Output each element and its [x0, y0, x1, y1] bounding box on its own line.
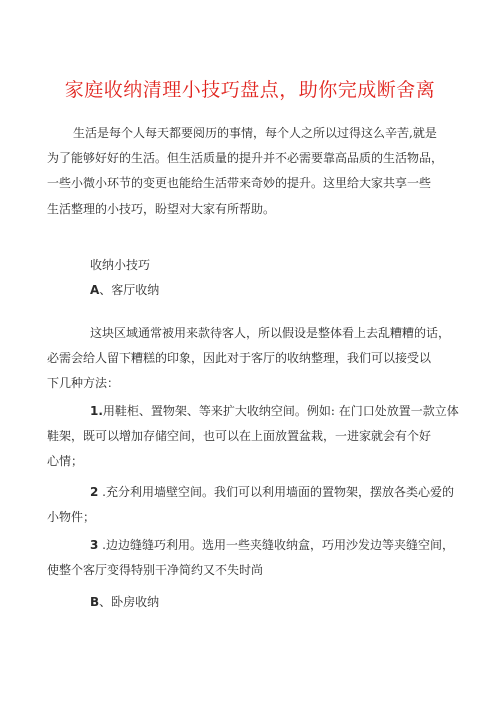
a-para-line-1: 这块区域通常被用来款待客人，所以假设是整体看上去乱糟糟的话， [90, 326, 451, 340]
item-3-text: .边边缝缝巧利用。选用一些夹缝收纳盒，巧用沙发边等夹缝空间， [98, 538, 454, 552]
item-3-number: 3 [90, 538, 99, 552]
section-a-heading [90, 278, 456, 302]
section-b-mark: B [90, 595, 100, 609]
intro-line-2: 为了能够好好的生活。但生活质量的提升并不必需要靠高品质的生活物品， [47, 151, 444, 165]
item-1-text: 用鞋柜、置物架、等来扩大收纳空间。例如: 在门口处放置一款立体 [102, 404, 459, 418]
a-para-line-3: 下几种方法： [47, 376, 120, 390]
item-2-line-2: 小物件； [47, 510, 96, 524]
section-a-text: 、客厅收纳 [99, 283, 160, 297]
intro-line-3: 一些小微小环节的变更也能给生活带来奇妙的提升。这里给大家共享一些 [47, 176, 432, 190]
section-title: 收纳小技巧 [90, 258, 151, 272]
item-3-line-2: 使整个客厅变得特别干净简约又不失时尚 [47, 563, 264, 577]
item-1-line-2: 鞋架，既可以增加存储空间，也可以在上面放置盆栽，一进家就会有个好 [47, 429, 432, 443]
item-3-line-1 [90, 533, 456, 557]
section-b-text: 、卧房收纳 [99, 595, 160, 609]
a-para-line-2: 必需会给人留下糟糕的印象，因此对于客厅的收纳整理，我们可以接受以 [47, 351, 432, 365]
intro-line-4: 生活整理的小技巧，盼望对大家有所帮助。 [47, 202, 276, 216]
section-a-mark: A [90, 283, 100, 297]
item-1-line-1 [90, 399, 459, 423]
item-1-number: 1. [90, 404, 103, 418]
document-title: 家庭收纳清理小技巧盘点，助你完成断舍离 [64, 79, 436, 101]
intro-line-1: 生活是每个人每天都要阅历的事情，每个人之所以过得这么辛苦,就是 [73, 126, 437, 140]
item-1-line-3: 心情； [47, 454, 84, 468]
item-2-text: .充分利用墙壁空间。我们可以利用墙面的置物架，摆放各类心爱的 [98, 485, 454, 499]
item-2-line-1 [90, 480, 456, 504]
item-2-number: 2 [90, 485, 99, 499]
section-b-heading [90, 590, 456, 614]
